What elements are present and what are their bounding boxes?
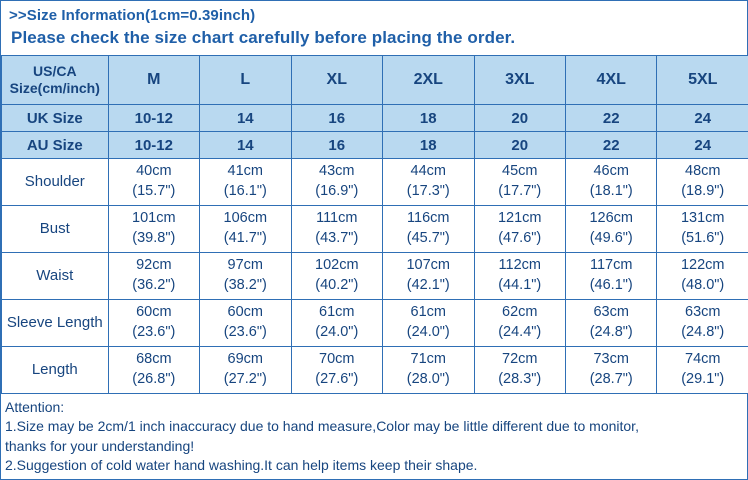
inch-value: (46.1") — [589, 277, 633, 293]
cm-value: 63cm — [593, 304, 629, 321]
size-header-cell: 2XL — [383, 56, 474, 105]
cm-value: 107cm — [406, 257, 451, 274]
uk-size-cell: 24 — [657, 105, 748, 132]
au-size-cell: 14 — [200, 132, 291, 159]
measurement-cell — [474, 347, 565, 394]
au-size-cell: 24 — [657, 132, 748, 159]
measurement-cell — [108, 206, 199, 253]
cm-value: 61cm — [410, 304, 446, 321]
measurement-cell — [291, 206, 382, 253]
table-row-au-size — [2, 132, 748, 159]
table-row-waist — [2, 253, 748, 300]
measurement-cell — [200, 206, 291, 253]
measurement-cell — [200, 347, 291, 394]
inch-value: (28.7") — [589, 371, 633, 387]
inch-value: (48.0") — [681, 277, 725, 293]
measurement-cell — [291, 347, 382, 394]
cm-value: 70cm — [319, 351, 355, 368]
uk-size-cell: 22 — [565, 105, 656, 132]
measurement-cell — [108, 347, 199, 394]
measurement-cell — [565, 347, 656, 394]
attention-note — [1, 394, 747, 479]
inch-value: (38.2") — [223, 277, 267, 293]
cm-value: 122cm — [680, 257, 725, 274]
uk-size-cell: 14 — [200, 105, 291, 132]
measurement-cell — [383, 253, 474, 300]
au-size-cell: 16 — [291, 132, 382, 159]
measurement-cell — [291, 253, 382, 300]
inch-value: (27.2") — [223, 371, 267, 387]
corner-label-line1: US/CA — [33, 62, 77, 79]
inch-value: (29.1") — [681, 371, 725, 387]
cm-value: 40cm — [136, 163, 172, 180]
size-header-cell: XL — [291, 56, 382, 105]
cm-value: 44cm — [410, 163, 446, 180]
inch-value: (24.0") — [406, 324, 450, 340]
table-header-row — [2, 56, 748, 105]
au-size-cell: 18 — [383, 132, 474, 159]
cm-value: 106cm — [223, 210, 268, 227]
measurement-cell — [291, 159, 382, 206]
cm-value: 116cm — [407, 210, 450, 227]
corner-label — [2, 56, 109, 105]
inch-value: (36.2") — [132, 277, 176, 293]
cm-value: 68cm — [136, 351, 172, 368]
inch-value: (43.7") — [315, 230, 359, 246]
measurement-cell — [657, 253, 748, 300]
cm-value: 72cm — [502, 351, 538, 368]
cm-value: 97cm — [227, 257, 264, 274]
cm-value: 92cm — [136, 257, 172, 274]
row-label: Shoulder — [2, 159, 109, 206]
inch-value: (23.6") — [132, 324, 176, 340]
cm-value: 111cm — [316, 210, 358, 227]
measurement-cell — [474, 159, 565, 206]
inch-value: (40.2") — [315, 277, 359, 293]
cm-value: 112cm — [498, 257, 541, 274]
inch-value: (47.6") — [498, 230, 542, 246]
measurement-cell — [200, 159, 291, 206]
table-row-shoulder — [2, 159, 748, 206]
cm-value: 126cm — [589, 210, 633, 227]
inch-value: (26.8") — [132, 371, 176, 387]
inch-value: (27.6") — [315, 371, 359, 387]
inch-value: (16.1") — [223, 183, 267, 199]
cm-value: 131cm — [680, 210, 725, 227]
measurement-cell — [108, 159, 199, 206]
measurement-cell — [565, 253, 656, 300]
cm-value: 71cm — [410, 351, 446, 368]
row-label: Bust — [2, 206, 109, 253]
uk-size-cell: 20 — [474, 105, 565, 132]
attention-title: Attention: — [5, 399, 65, 415]
inch-value: (18.9") — [681, 183, 725, 199]
measurement-cell — [383, 159, 474, 206]
cm-value: 69cm — [227, 351, 264, 368]
measurement-cell — [657, 159, 748, 206]
cm-value: 101cm — [132, 210, 176, 227]
size-header-cell: 5XL — [657, 56, 748, 105]
size-header-cell: M — [108, 56, 199, 105]
inch-value: (28.0") — [406, 371, 450, 387]
measurement-cell — [565, 206, 656, 253]
cm-value: 41cm — [227, 163, 264, 180]
inch-value: (16.9") — [315, 183, 359, 199]
measurement-cell — [383, 347, 474, 394]
measurement-cell — [200, 300, 291, 347]
inch-value: (41.7") — [223, 230, 267, 246]
measurement-cell — [383, 300, 474, 347]
inch-value: (17.7") — [498, 183, 542, 199]
cm-value: 74cm — [685, 351, 721, 368]
cm-value: 46cm — [593, 163, 629, 180]
attention-line-2: thanks for your understanding! — [5, 437, 195, 454]
cm-value: 121cm — [497, 210, 542, 227]
au-size-cell: 10-12 — [108, 132, 199, 159]
size-header-cell: L — [200, 56, 291, 105]
inch-value: (23.6") — [223, 324, 267, 340]
measurement-cell — [291, 300, 382, 347]
measurement-cell — [565, 159, 656, 206]
size-chart-notice: Please check the size chart carefully before placing the order. — [11, 28, 516, 47]
row-label: Length — [2, 347, 109, 394]
table-row-uk-size — [2, 105, 748, 132]
cm-value: 62cm — [502, 304, 538, 321]
inch-value: (44.1") — [498, 277, 542, 293]
uk-size-cell: 16 — [291, 105, 382, 132]
inch-value: (39.8") — [132, 230, 176, 246]
inch-value: (24.4") — [498, 324, 542, 340]
measurement-cell — [383, 206, 474, 253]
cm-value: 45cm — [502, 163, 538, 180]
inch-value: (42.1") — [406, 277, 450, 293]
size-header-cell: 4XL — [565, 56, 656, 105]
cm-value: 60cm — [227, 304, 264, 321]
inch-value: (49.6") — [589, 230, 633, 246]
inch-value: (18.1") — [589, 183, 633, 199]
inch-value: (28.3") — [498, 371, 542, 387]
cm-value: 61cm — [319, 304, 355, 321]
measurement-cell — [657, 300, 748, 347]
inch-value: (24.0") — [315, 324, 359, 340]
cm-value: 43cm — [319, 163, 355, 180]
cm-value: 48cm — [685, 163, 721, 180]
row-label: Waist — [2, 253, 109, 300]
uk-size-cell: 18 — [383, 105, 474, 132]
attention-line-1: 1.Size may be 2cm/1 inch inaccuracy due to hand measure,Color may be little different due to monitor, — [5, 418, 639, 435]
inch-value: (24.8") — [681, 324, 725, 340]
measurement-cell — [474, 206, 565, 253]
attention-line-3: 2.Suggestion of cold water hand washing.It can help items keep their shape. — [5, 456, 478, 473]
row-label: Sleeve Length — [2, 300, 109, 347]
inch-value: (17.3") — [406, 183, 450, 199]
size-chart-table — [1, 55, 748, 394]
measurement-cell — [657, 206, 748, 253]
measurement-cell — [474, 300, 565, 347]
measurement-cell — [108, 253, 199, 300]
cm-value: 117cm — [590, 257, 633, 274]
measurement-cell — [657, 347, 748, 394]
measurement-cell — [474, 253, 565, 300]
measurement-cell — [200, 253, 291, 300]
row-label: UK Size — [2, 105, 109, 132]
cm-value: 73cm — [593, 351, 629, 368]
measurement-cell — [108, 300, 199, 347]
row-label: AU Size — [2, 132, 109, 159]
table-row-bust — [2, 206, 748, 253]
inch-value: (51.6") — [681, 230, 725, 246]
cm-value: 60cm — [136, 304, 172, 321]
corner-label-line2: Size(cm/inch) — [9, 80, 100, 96]
size-header-cell: 3XL — [474, 56, 565, 105]
inch-value: (15.7") — [132, 183, 176, 199]
uk-size-cell: 10-12 — [108, 105, 199, 132]
inch-value: (24.8") — [589, 324, 633, 340]
table-row-sleeve-length — [2, 300, 748, 347]
inch-value: (45.7") — [406, 230, 450, 246]
au-size-cell: 20 — [474, 132, 565, 159]
size-information-heading: >>Size Information(1cm=0.39inch) — [9, 7, 256, 24]
au-size-cell: 22 — [565, 132, 656, 159]
cm-value: 102cm — [315, 257, 359, 274]
measurement-cell — [565, 300, 656, 347]
table-row-length — [2, 347, 748, 394]
cm-value: 63cm — [685, 304, 721, 321]
